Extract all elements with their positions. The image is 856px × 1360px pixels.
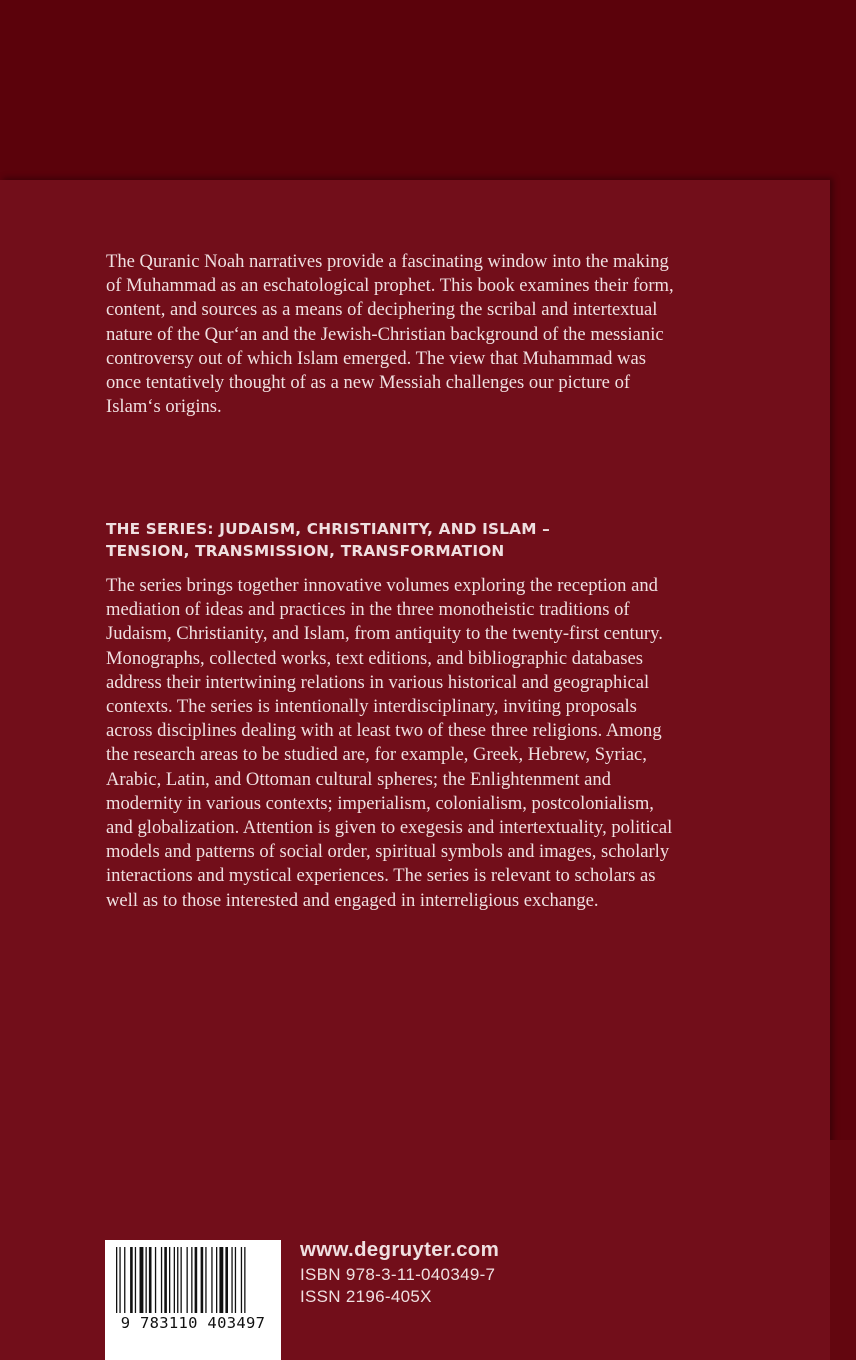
barcode-bar — [219, 1247, 223, 1313]
spine-edge — [830, 1140, 856, 1360]
series-line: mediation of ideas and practices in the three monotheistic traditions of — [106, 599, 630, 621]
series-heading-line-1: THE SERIES: JUDAISM, CHRISTIANITY, AND ISLAM – — [106, 520, 551, 538]
barcode-bar — [216, 1247, 217, 1313]
description-line: The Quranic Noah narratives provide a fascinating window into the making — [106, 251, 669, 272]
barcode-bar — [241, 1247, 242, 1313]
issn-text: ISSN 2196-405X — [300, 1287, 432, 1306]
barcode-bar — [169, 1247, 170, 1313]
description-line: controversy out of which Islam emerged. The view that Muhammad was — [106, 347, 646, 369]
barcode — [105, 1240, 281, 1360]
barcode-bar — [181, 1247, 182, 1313]
series-line: The series brings together innovative volumes exploring the reception and — [106, 575, 658, 596]
barcode-bar — [135, 1247, 136, 1313]
barcode-bar — [161, 1247, 162, 1313]
barcode-bar — [225, 1247, 228, 1313]
barcode-bar — [116, 1247, 117, 1313]
barcode-bar — [244, 1247, 245, 1313]
barcode-bars — [114, 1247, 272, 1313]
barcode-bar — [201, 1247, 204, 1313]
barcode-bar — [177, 1247, 178, 1313]
barcode-bar — [164, 1247, 167, 1313]
description-line: content, and sources as a means of deciphering the scribal and intertextual — [106, 299, 658, 321]
series-heading-line-2: TENSION, TRANSMISSION, TRANSFORMATION — [106, 542, 505, 560]
barcode-bar — [174, 1247, 175, 1313]
publisher-url[interactable]: www.degruyter.com — [300, 1238, 500, 1261]
series-line: contexts. The series is intentionally interdisciplinary, inviting proposals — [106, 696, 637, 718]
description-line: of Muhammad as an eschatological prophet. This book examines their form, — [106, 275, 674, 297]
series-line: well as to those interested and engaged in interreligious exchange. — [106, 889, 599, 911]
barcode-bar — [155, 1247, 156, 1313]
series-line: modernity in various contexts; imperialism, colonialism, postcolonialism, — [106, 792, 654, 814]
barcode-bar — [119, 1247, 120, 1313]
barcode-bar — [146, 1247, 147, 1313]
series-line: interactions and mystical experiences. The series is relevant to scholars as — [106, 865, 656, 887]
barcode-bar — [231, 1247, 232, 1313]
description-line: nature of the Qur‘an and the Jewish-Christian background of the messianic — [106, 323, 664, 345]
isbn-text: ISBN 978-3-11-040349-7 — [300, 1265, 496, 1284]
description-line: Islam‘s origins. — [106, 396, 222, 418]
series-line: Monographs, collected works, text editions, and bibliographic databases — [106, 647, 644, 669]
series-line: Judaism, Christianity, and Islam, from antiquity to the twenty-first century. — [106, 623, 663, 645]
barcode-bar — [187, 1247, 188, 1313]
barcode-bar — [205, 1247, 206, 1313]
series-line: and globalization. Attention is given to exegesis and intertextuality, political — [106, 817, 673, 839]
series-heading — [106, 518, 766, 562]
series-line: models and patterns of social order, spiritual symbols and images, scholarly — [106, 841, 670, 863]
barcode-bar — [130, 1247, 133, 1313]
barcode-bar — [191, 1247, 192, 1313]
series-description — [106, 574, 766, 913]
description-line: once tentatively thought of as a new Messiah challenges our picture of — [106, 372, 631, 394]
book-description — [106, 250, 766, 419]
publisher-info — [300, 1236, 499, 1308]
series-line: Arabic, Latin, and Ottoman cultural spheres; the Enlightenment and — [106, 768, 611, 790]
series-line: across disciplines dealing with at least two of these three religions. Among — [106, 720, 662, 742]
barcode-bar — [195, 1247, 198, 1313]
barcode-bar — [149, 1247, 152, 1313]
barcode-bar — [140, 1247, 144, 1313]
barcode-number: 9 783110 403497 — [120, 1314, 266, 1332]
series-line: address their intertwining relations in various historical and geographical — [106, 671, 650, 693]
barcode-bar — [235, 1247, 236, 1313]
barcode-bar — [211, 1247, 212, 1313]
barcode-bar — [124, 1247, 125, 1313]
series-line: the research areas to be studied are, for example, Greek, Hebrew, Syriac, — [106, 744, 647, 766]
